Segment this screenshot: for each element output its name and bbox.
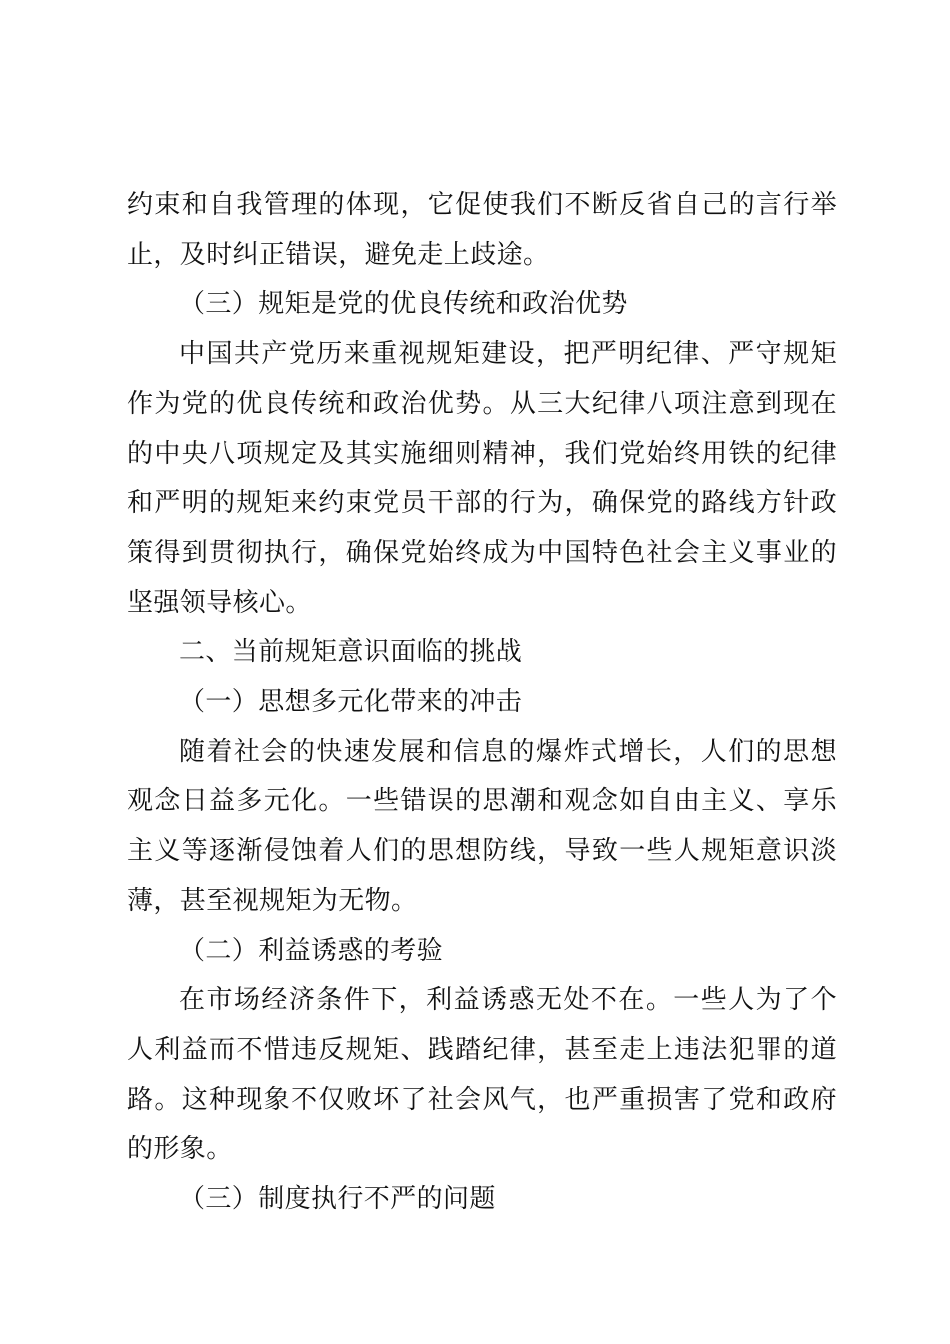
body-paragraph: 在市场经济条件下，利益诱惑无处不在。一些人为了个人利益而不惜违反规矩、践踏纪律，甚至走上违法犯罪的道路。这种现象不仅败坏了社会风气，也严重损害了党和政府的形象。: [127, 985, 837, 1165]
chapter-heading-2: 二、当前规矩意识面临的挑战: [179, 637, 523, 668]
section-heading-2: （二）利益诱惑的考验: [179, 935, 444, 966]
section-heading-1: （一）思想多元化带来的冲击: [179, 687, 523, 718]
paragraph-continuation: 约束和自我管理的体现，它促使我们不断反省自己的言行举止，及时纠正错误，避免走上歧途。: [127, 190, 837, 270]
document-body: [127, 181, 837, 1225]
section-heading-3b: （三）制度执行不严的问题: [179, 1184, 496, 1215]
body-paragraph: 随着社会的快速发展和信息的爆炸式增长，人们的思想观念日益多元化。一些错误的思潮和观念如自由主义、享乐主义等逐渐侵蚀着人们的思想防线，导致一些人规矩意识淡薄，甚至视规矩为无物。: [127, 736, 837, 916]
body-paragraph: 中国共产党历来重视规矩建设，把严明纪律、严守规矩作为党的优良传统和政治优势。从三大纪律八项注意到现在的中央八项规定及其实施细则精神，我们党始终用铁的纪律和严明的规矩来约束党员干部的行为，确保党的路线方针政策得到贯彻执行，确保党始终成为中国特色社会主义事业的坚强领导核心。: [127, 339, 837, 618]
section-heading-3: （三）规矩是党的优良传统和政治优势: [179, 289, 628, 320]
